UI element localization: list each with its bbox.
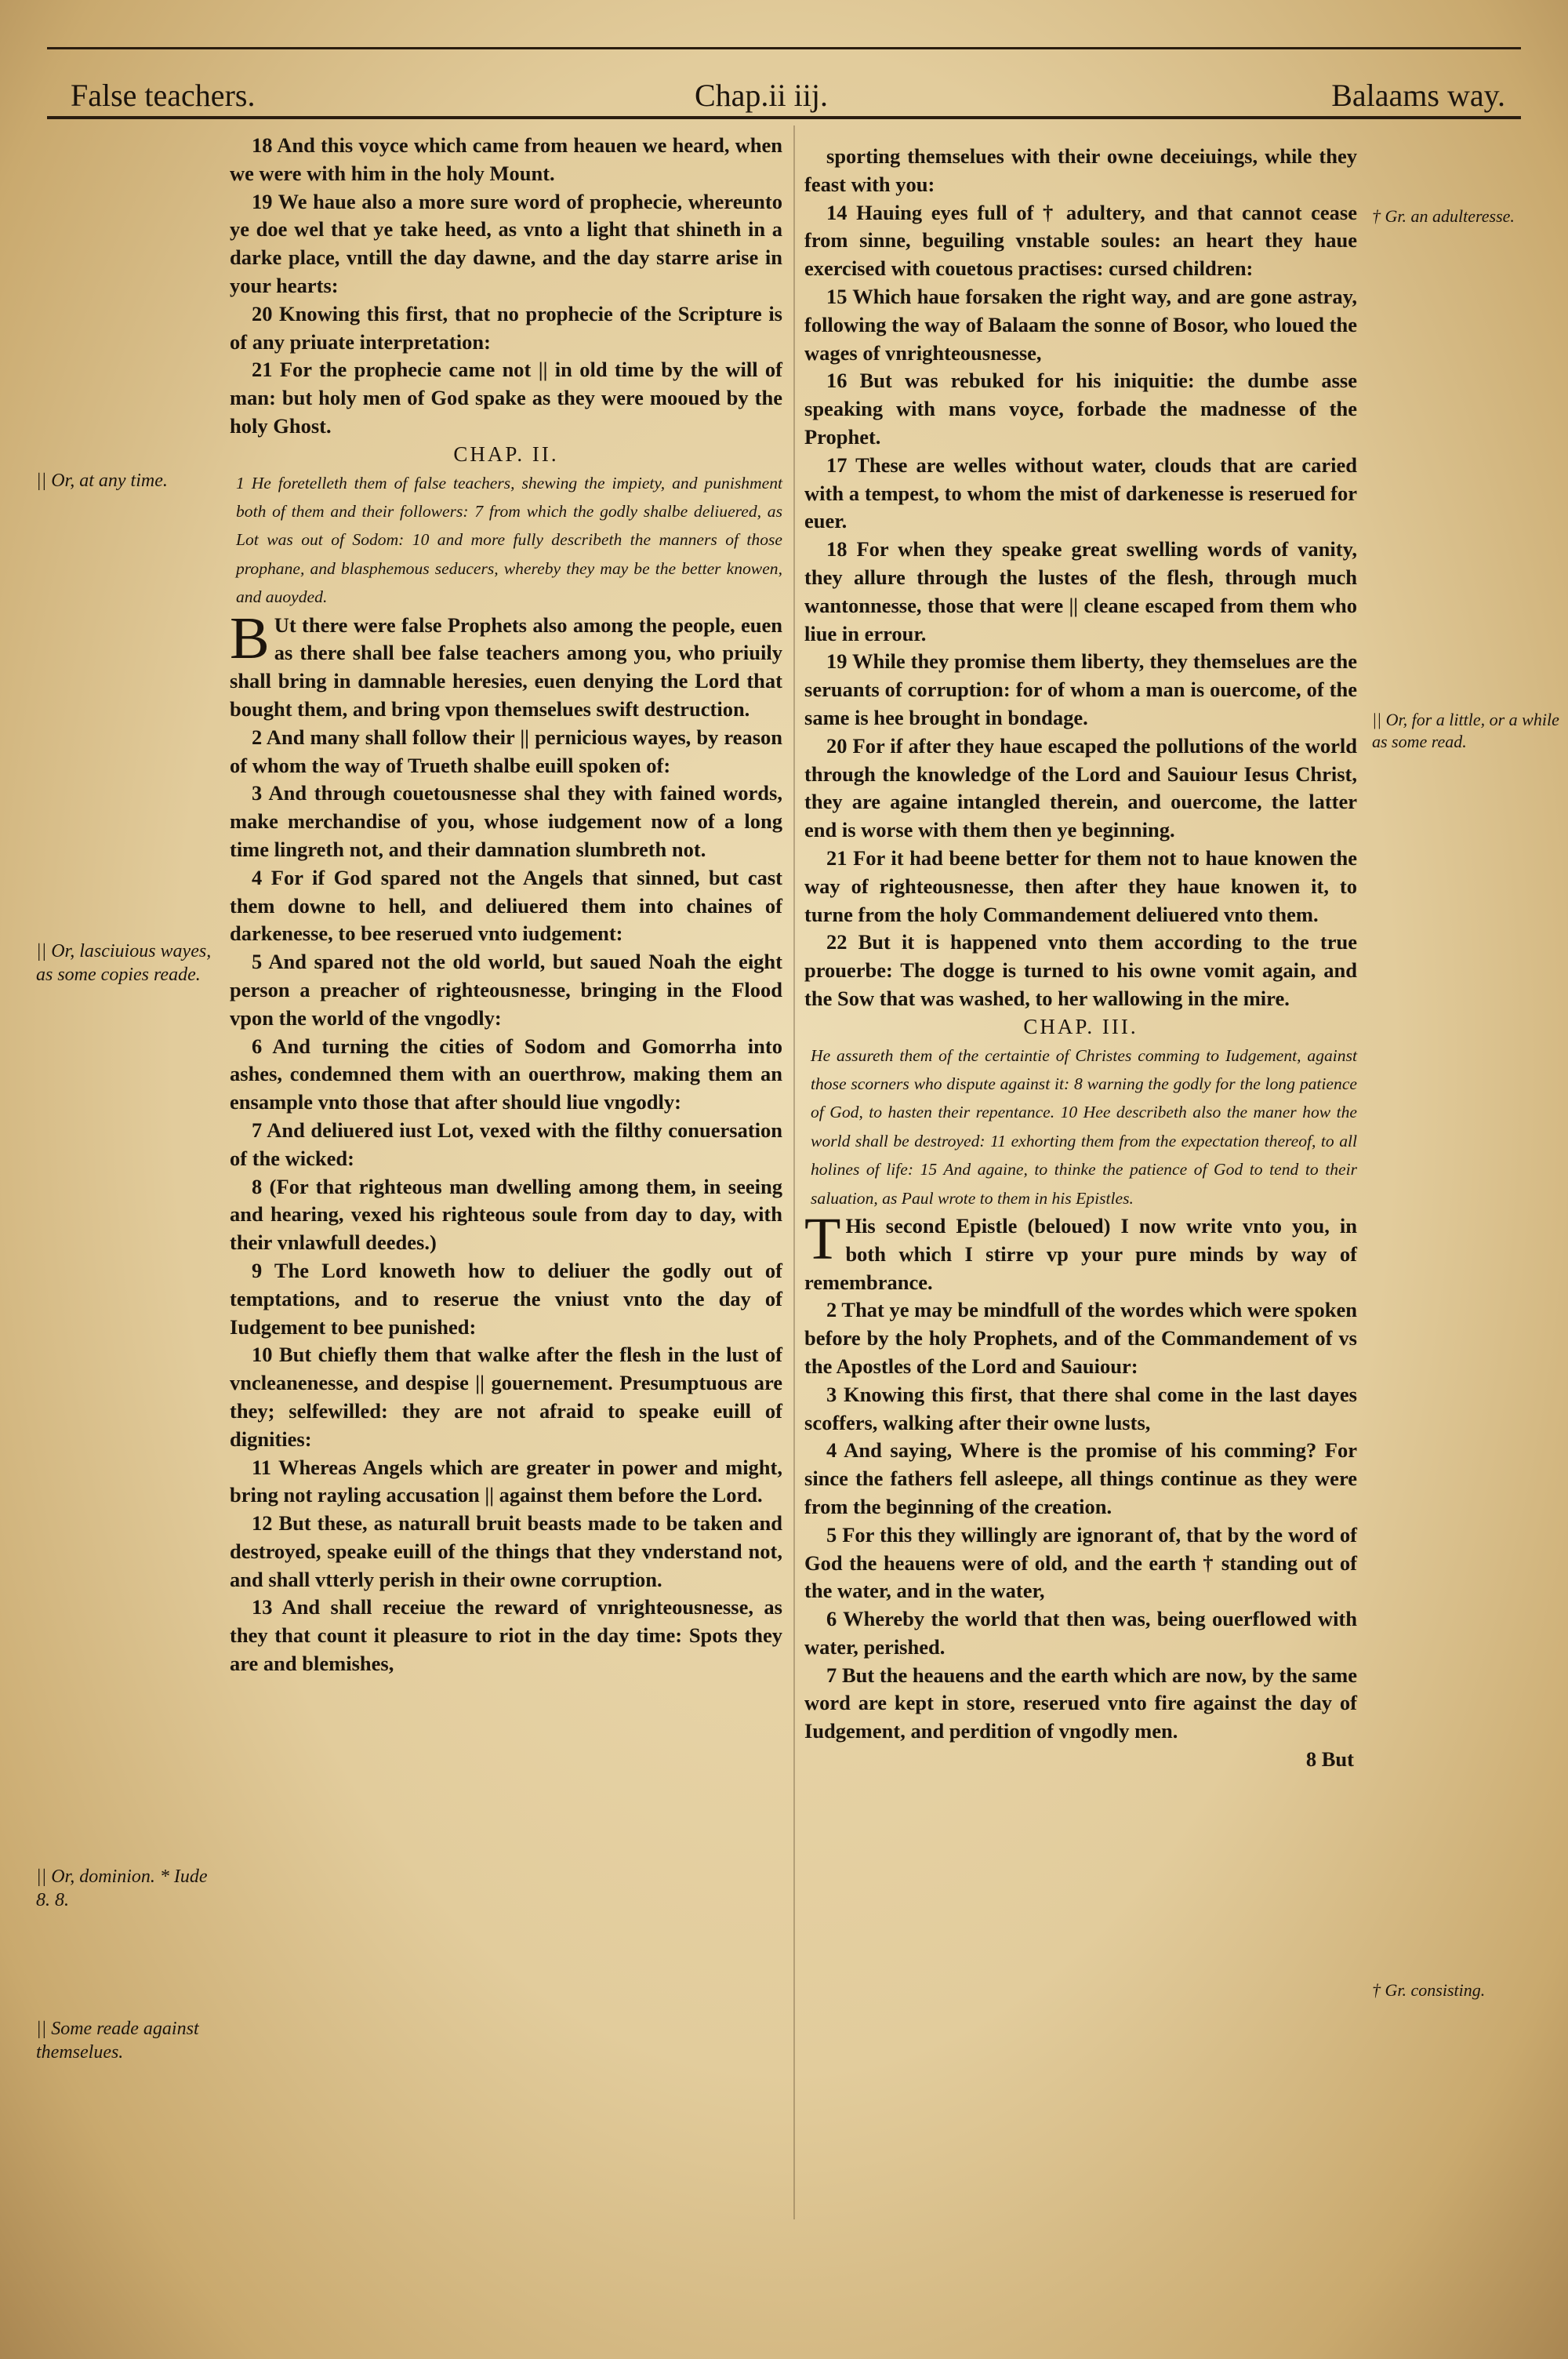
verse: 6 Whereby the world that then was, being ouerflowed with water, perished.	[804, 1607, 1357, 1659]
header-center: Chap.ii iij.	[695, 78, 828, 113]
verse: 20 Knowing this first, that no prophecie of the Scripture is of any priuate interpretation:	[230, 301, 782, 354]
verse: 2 And many shall follow their || pernicious wayes, by reason of whom the way of Trueth shalbe euill spoken of:	[230, 725, 782, 777]
catchword: 8 But	[1305, 1747, 1354, 1772]
verse: 10 But chiefly them that walke after the flesh in the lust of vncleanenesse, and despise || gouernement. Presumptuous are they; selfewilled: they are not afraid to speake euill of dignities:	[230, 1343, 782, 1451]
verse: 7 But the heauens and the earth which are now, by the same word are kept in store, reserued vnto fire against the day of Iudgement, and perdition of vngodly men.	[804, 1663, 1357, 1743]
verse: 22 But it is happened vnto them according to the true prouerbe: The dogge is turned to his owne vomit again, and the Sow that was washed, to her wallowing in the mire.	[804, 930, 1357, 1010]
verse: 17 These are welles without water, clouds that are caried with a tempest, to whom the mist of darkenesse is reserued for euer.	[804, 453, 1357, 533]
verse: 20 For if after they haue escaped the pollutions of the world through the knowledge of the Lord and Sauiour Iesus Christ, they are againe intangled therein, and ouercome, the latter end is worse with them then ye beginning.	[804, 733, 1357, 842]
chapter-heading: CHAP. III.	[1023, 1014, 1138, 1038]
verse: 2 That ye may be mindfull of the wordes which were spoken before by the holy Prophets, and of the Commandement of vs the Apostles of the Lord and Sauiour:	[804, 1298, 1358, 1378]
verse: 4 For if God spared not the Angels that sinned, but cast them downe to hell, and deliuered them into chaines of darkenesse, to bee reserued vnto iudgement:	[230, 865, 782, 946]
verse: 7 And deliuered iust Lot, vexed with the filthy conuersation of the wicked:	[230, 1118, 782, 1170]
chapter-argument: He assureth them of the certaintie of Christes comming to Iudgement, against those scorners who dispute against it: 8 warning the godly for the long patience of God, to hasten their repentance. 10 Hee describeth also the maner how the world shall be destroyed: 11 exhorting them from the expectation thereof, to all holines of life: 15 And againe, to thinke the patience of God to tend to their saluation, as Paul wrote to them in his Epistles.	[811, 1045, 1357, 1208]
top-rule	[47, 47, 1521, 49]
drop-initial: B	[230, 605, 270, 671]
header-rule	[47, 116, 1521, 119]
right-column	[804, 143, 1357, 1774]
verse: 19 We haue also a more sure word of prophecie, whereunto ye doe wel that ye take heed, as vnto a light that shineth in a darke place, vntill the day dawne, and the day starre arise in your hearts:	[230, 189, 782, 297]
verse: sporting themselues with their owne deceiuings, while they feast with you:	[804, 144, 1357, 196]
verse: 14 Hauing eyes full of † adultery, and that cannot cease from sinne, beguiling vnstable soules: an heart they haue exercised with couetous practises: cursed children:	[804, 200, 1357, 281]
verse: 3 Knowing this first, that there shal come in the last dayes scoffers, walking after their owne lusts,	[804, 1382, 1357, 1434]
margin-note: † Gr. consisting.	[1372, 1980, 1486, 2000]
verse: 11 Whereas Angels which are greater in power and might, bring not rayling accusation || against them before the Lord.	[230, 1455, 782, 1507]
margin-note: † Gr. an adulteresse.	[1372, 206, 1515, 226]
margin-note: || Or, dominion. * Iude 8. 8.	[36, 1866, 208, 1910]
verse: 16 But was rebuked for his iniquitie: the dumbe asse speaking with mans voyce, forbade the madnesse of the Prophet.	[804, 369, 1357, 449]
drop-initial: T	[804, 1205, 841, 1272]
opening-text: His second Epistle (beloued) I now write vnto you, in both which I stirre vp your pure minds by way of remembrance.	[804, 1213, 1357, 1294]
left-column	[230, 132, 782, 1678]
verse: 6 And turning the cities of Sodom and Gomorrha into ashes, condemned them with an ouerthrow, making them an ensample vnto those that after should liue vngodly:	[230, 1034, 782, 1114]
verse: 13 And shall receiue the reward of vnrighteousnesse, as they that count it pleasure to riot in the day time: Spots they are and blemishes,	[230, 1595, 782, 1676]
verse: 3 And through couetousnesse shal they with fained words, make merchandise of you, whose iudgement now of a long time lingreth not, and their damnation slumbreth not.	[230, 781, 782, 861]
chapter-heading: CHAP. II.	[453, 442, 559, 466]
verse: 5 For this they willingly are ignorant of, that by the word of God the heauens were of old, and the earth † standing out of the water, and in the water,	[804, 1522, 1357, 1603]
verse: 18 And this voyce which came from heauen we heard, when we were with him in the holy Mount.	[230, 133, 782, 185]
verse: 5 And spared not the old world, but saued Noah the eight person a preacher of righteousnesse, bringing in the Flood vpon the world of the vngodly:	[230, 950, 782, 1030]
verse: 21 For the prophecie came not || in old time by the will of man: but holy men of God spake as they were mooued by the holy Ghost.	[230, 358, 782, 438]
verse: 9 The Lord knoweth how to deliuer the godly out of temptations, and to reserue the vniust vnto the day of Iudgement to bee punished:	[230, 1258, 782, 1339]
header-right: Balaams way.	[1331, 78, 1505, 113]
verse: 12 But these, as naturall bruit beasts made to be taken and destroyed, speake euill of the things that they vnderstand not, and shall vtterly perish in their owne corruption.	[230, 1511, 782, 1591]
verse: 18 For when they speake great swelling words of vanity, they allure through the lustes of the flesh, through much wantonnesse, those that were || cleane escaped from them who liue in errour.	[804, 537, 1357, 645]
verse: 21 For it had beene better for them not to haue knowen the way of righteousnesse, then after they haue knowen it, to turne from the holy Commandement deliuered vnto them.	[804, 845, 1357, 926]
margin-note: || Or, at any time.	[36, 471, 168, 491]
opening-text: Ut there were false Prophets also among the people, euen as there shall bee false teachers among you, who priuily shall bring in damnable heresies, euen denying the Lord that bought them, and bring vpon themselues swift destruction.	[230, 612, 782, 721]
chapter-argument: 1 He foretelleth them of false teachers, shewing the impiety, and punishment both of them and their followers: 7 from which the godly shalbe deliuered, as Lot was out of Sodom: 10 and more fully describeth the manners of those prophane, and blasphemous seducers, whereby they may be the better knowen, and auoyded.	[236, 473, 782, 607]
verse: 19 While they promise them liberty, they themselues are the seruants of corruption: for of whom a man is ouercome, of the same is hee brought in bondage.	[804, 649, 1357, 729]
margin-note: || Some reade against themselues.	[36, 2019, 199, 2063]
running-header	[47, 56, 1521, 135]
margin-note: || Or, lasciuious wayes, as some copies reade.	[36, 941, 212, 985]
chapter-opening	[230, 605, 782, 724]
verse: 8 (For that righteous man dwelling among them, in seeing and hearing, vexed his righteous soule from day to day, with their vnlawfull deedes.)	[230, 1174, 782, 1255]
verse: 4 And saying, Where is the promise of his comming? For since the fathers fell asleepe, all things continue as they were from the beginning of the creation.	[804, 1438, 1357, 1518]
column-divider	[793, 125, 795, 2219]
verse: 15 Which haue forsaken the right way, and are gone astray, following the way of Balaam the sonne of Bosor, who loued the wages of vnrighteousnesse,	[804, 284, 1357, 365]
header-left: False teachers.	[71, 78, 256, 113]
margin-note: || Or, for a little, or a while as some read.	[1372, 710, 1559, 751]
chapter-opening	[804, 1205, 1357, 1296]
